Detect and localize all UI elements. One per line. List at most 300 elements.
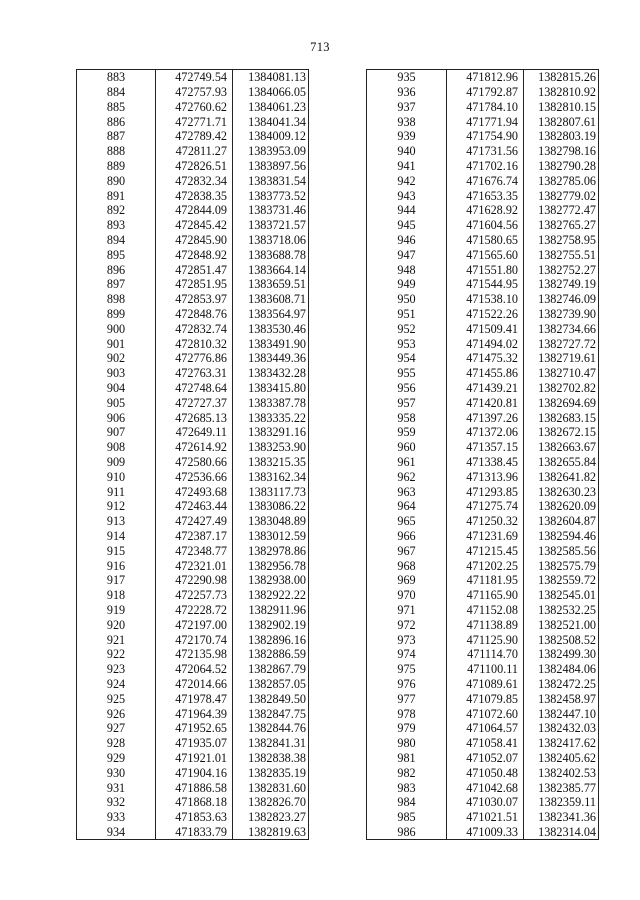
point-number-cell: 985: [367, 810, 447, 825]
point-number-cell: 890: [77, 174, 156, 189]
table-row: [77, 277, 309, 292]
y-coordinate-cell: 1383215.35: [233, 455, 309, 470]
y-coordinate-cell: 1382779.02: [524, 188, 599, 203]
x-coordinate-cell: 471935.07: [156, 736, 233, 751]
point-number-cell: 973: [367, 632, 447, 647]
y-coordinate-cell: 1382484.06: [524, 662, 599, 677]
y-coordinate-cell: 1382826.70: [233, 795, 309, 810]
table-row: [77, 632, 309, 647]
table-row: [367, 455, 599, 470]
table-row: [77, 262, 309, 277]
x-coordinate-cell: 471565.60: [447, 248, 524, 263]
y-coordinate-cell: 1382810.92: [524, 85, 599, 100]
x-coordinate-cell: 471089.61: [447, 677, 524, 692]
point-number-cell: 899: [77, 307, 156, 322]
y-coordinate-cell: 1382755.51: [524, 248, 599, 263]
y-coordinate-cell: 1382911.96: [233, 603, 309, 618]
y-coordinate-cell: 1383897.56: [233, 159, 309, 174]
x-coordinate-cell: 472845.42: [156, 218, 233, 233]
table-row: [77, 85, 309, 100]
table-row: [77, 825, 309, 840]
table-row: [77, 396, 309, 411]
y-coordinate-cell: 1382499.30: [524, 647, 599, 662]
table-row: [77, 159, 309, 174]
x-coordinate-cell: 472763.31: [156, 366, 233, 381]
table-row: [77, 381, 309, 396]
table-row: [367, 100, 599, 115]
table-row: [367, 662, 599, 677]
y-coordinate-cell: 1382857.05: [233, 677, 309, 692]
x-coordinate-cell: 472853.97: [156, 292, 233, 307]
point-number-cell: 967: [367, 544, 447, 559]
point-number-cell: 901: [77, 336, 156, 351]
y-coordinate-cell: 1383718.06: [233, 233, 309, 248]
x-coordinate-cell: 472845.90: [156, 233, 233, 248]
x-coordinate-cell: 471833.79: [156, 825, 233, 840]
page-number: 713: [310, 40, 330, 54]
y-coordinate-cell: 1382978.86: [233, 544, 309, 559]
y-coordinate-cell: 1382956.78: [233, 558, 309, 573]
y-coordinate-cell: 1382831.60: [233, 780, 309, 795]
table-row: [77, 544, 309, 559]
y-coordinate-cell: 1382896.16: [233, 632, 309, 647]
x-coordinate-cell: 471653.35: [447, 188, 524, 203]
point-number-cell: 910: [77, 470, 156, 485]
y-coordinate-cell: 1383387.78: [233, 396, 309, 411]
y-coordinate-cell: 1382823.27: [233, 810, 309, 825]
x-coordinate-cell: 472427.49: [156, 514, 233, 529]
point-number-cell: 917: [77, 573, 156, 588]
y-coordinate-cell: 1383086.22: [233, 499, 309, 514]
table-row: [77, 174, 309, 189]
y-coordinate-cell: 1383664.14: [233, 262, 309, 277]
y-coordinate-cell: 1382922.22: [233, 588, 309, 603]
y-coordinate-cell: 1383731.46: [233, 203, 309, 218]
table-row: [77, 292, 309, 307]
x-coordinate-cell: 472848.92: [156, 248, 233, 263]
point-number-cell: 961: [367, 455, 447, 470]
y-coordinate-cell: 1383688.78: [233, 248, 309, 263]
table-row: [367, 484, 599, 499]
table-row: [367, 70, 599, 85]
point-number-cell: 925: [77, 691, 156, 706]
point-number-cell: 963: [367, 484, 447, 499]
x-coordinate-cell: 471784.10: [447, 100, 524, 115]
y-coordinate-cell: 1383773.52: [233, 188, 309, 203]
table-row: [367, 336, 599, 351]
table-row: [367, 410, 599, 425]
y-coordinate-cell: 1382765.27: [524, 218, 599, 233]
table-row: [77, 706, 309, 721]
x-coordinate-cell: 472776.86: [156, 351, 233, 366]
table-row: [367, 617, 599, 632]
table-row: [77, 573, 309, 588]
y-coordinate-cell: 1382663.67: [524, 440, 599, 455]
x-coordinate-cell: 472832.34: [156, 174, 233, 189]
x-coordinate-cell: 471978.47: [156, 691, 233, 706]
point-number-cell: 938: [367, 114, 447, 129]
table-row: [367, 736, 599, 751]
y-coordinate-cell: 1382641.82: [524, 470, 599, 485]
x-coordinate-cell: 471494.02: [447, 336, 524, 351]
y-coordinate-cell: 1382402.53: [524, 765, 599, 780]
table-row: [367, 529, 599, 544]
table-row: [77, 810, 309, 825]
point-number-cell: 953: [367, 336, 447, 351]
point-number-cell: 966: [367, 529, 447, 544]
point-number-cell: 913: [77, 514, 156, 529]
table-row: [77, 751, 309, 766]
point-number-cell: 974: [367, 647, 447, 662]
table-row: [367, 558, 599, 573]
y-coordinate-cell: 1382385.77: [524, 780, 599, 795]
table-row: [77, 322, 309, 337]
x-coordinate-cell: 472848.76: [156, 307, 233, 322]
point-number-cell: 895: [77, 248, 156, 263]
point-number-cell: 902: [77, 351, 156, 366]
table-row: [77, 647, 309, 662]
x-coordinate-cell: 471275.74: [447, 499, 524, 514]
point-number-cell: 980: [367, 736, 447, 751]
table-row: [77, 470, 309, 485]
y-coordinate-cell: 1383721.57: [233, 218, 309, 233]
point-number-cell: 893: [77, 218, 156, 233]
point-number-cell: 958: [367, 410, 447, 425]
point-number-cell: 905: [77, 396, 156, 411]
point-number-cell: 950: [367, 292, 447, 307]
coordinates-table-left: [76, 69, 309, 840]
x-coordinate-cell: 471420.81: [447, 396, 524, 411]
x-coordinate-cell: 472197.00: [156, 617, 233, 632]
x-coordinate-cell: 471952.65: [156, 721, 233, 736]
x-coordinate-cell: 471509.41: [447, 322, 524, 337]
x-coordinate-cell: 472851.95: [156, 277, 233, 292]
x-coordinate-cell: 471676.74: [447, 174, 524, 189]
x-coordinate-cell: 472685.13: [156, 410, 233, 425]
point-number-cell: 983: [367, 780, 447, 795]
x-coordinate-cell: 472257.73: [156, 588, 233, 603]
y-coordinate-cell: 1382314.04: [524, 825, 599, 840]
table-row: [367, 573, 599, 588]
table-row: [367, 721, 599, 736]
x-coordinate-cell: 471853.63: [156, 810, 233, 825]
y-coordinate-cell: 1382559.72: [524, 573, 599, 588]
x-coordinate-cell: 472135.98: [156, 647, 233, 662]
y-coordinate-cell: 1383117.73: [233, 484, 309, 499]
y-coordinate-cell: 1382405.62: [524, 751, 599, 766]
y-coordinate-cell: 1382447.10: [524, 706, 599, 721]
point-number-cell: 933: [77, 810, 156, 825]
y-coordinate-cell: 1383291.16: [233, 425, 309, 440]
y-coordinate-cell: 1382838.38: [233, 751, 309, 766]
y-coordinate-cell: 1384066.05: [233, 85, 309, 100]
y-coordinate-cell: 1383564.97: [233, 307, 309, 322]
point-number-cell: 975: [367, 662, 447, 677]
x-coordinate-cell: 472789.42: [156, 129, 233, 144]
point-number-cell: 982: [367, 765, 447, 780]
x-coordinate-cell: 471250.32: [447, 514, 524, 529]
point-number-cell: 900: [77, 322, 156, 337]
table-row: [367, 425, 599, 440]
point-number-cell: 888: [77, 144, 156, 159]
table-row: [77, 233, 309, 248]
table-row: [367, 233, 599, 248]
x-coordinate-cell: 472493.68: [156, 484, 233, 499]
y-coordinate-cell: 1382772.47: [524, 203, 599, 218]
y-coordinate-cell: 1382785.06: [524, 174, 599, 189]
x-coordinate-cell: 471455.86: [447, 366, 524, 381]
table-row: [77, 558, 309, 573]
point-number-cell: 978: [367, 706, 447, 721]
y-coordinate-cell: 1382727.72: [524, 336, 599, 351]
table-row: [367, 514, 599, 529]
y-coordinate-cell: 1382798.16: [524, 144, 599, 159]
point-number-cell: 979: [367, 721, 447, 736]
x-coordinate-cell: 471293.85: [447, 484, 524, 499]
y-coordinate-cell: 1383659.51: [233, 277, 309, 292]
table-row: [77, 795, 309, 810]
point-number-cell: 971: [367, 603, 447, 618]
table-row: [77, 114, 309, 129]
table-row: [77, 70, 309, 85]
x-coordinate-cell: 471042.68: [447, 780, 524, 795]
table-row: [367, 277, 599, 292]
table-row: [367, 440, 599, 455]
point-number-cell: 891: [77, 188, 156, 203]
point-number-cell: 951: [367, 307, 447, 322]
table-row: [367, 322, 599, 337]
x-coordinate-cell: 471754.90: [447, 129, 524, 144]
x-coordinate-cell: 472749.54: [156, 70, 233, 85]
x-coordinate-cell: 472463.44: [156, 499, 233, 514]
y-coordinate-cell: 1383831.54: [233, 174, 309, 189]
y-coordinate-cell: 1383608.71: [233, 292, 309, 307]
table-row: [77, 603, 309, 618]
table-row: [77, 351, 309, 366]
point-number-cell: 940: [367, 144, 447, 159]
point-number-cell: 928: [77, 736, 156, 751]
x-coordinate-cell: 471904.16: [156, 765, 233, 780]
x-coordinate-cell: 472851.47: [156, 262, 233, 277]
point-number-cell: 914: [77, 529, 156, 544]
table-row: [367, 85, 599, 100]
y-coordinate-cell: 1382672.15: [524, 425, 599, 440]
point-number-cell: 915: [77, 544, 156, 559]
point-number-cell: 887: [77, 129, 156, 144]
x-coordinate-cell: 471114.70: [447, 647, 524, 662]
y-coordinate-cell: 1383253.90: [233, 440, 309, 455]
table-row: [367, 632, 599, 647]
y-coordinate-cell: 1382604.87: [524, 514, 599, 529]
x-coordinate-cell: 472748.64: [156, 381, 233, 396]
table-row: [367, 381, 599, 396]
y-coordinate-cell: 1382815.26: [524, 70, 599, 85]
table-row: [367, 588, 599, 603]
x-coordinate-cell: 472771.71: [156, 114, 233, 129]
table-row: [77, 484, 309, 499]
point-number-cell: 906: [77, 410, 156, 425]
y-coordinate-cell: 1382835.19: [233, 765, 309, 780]
x-coordinate-cell: 472387.17: [156, 529, 233, 544]
point-number-cell: 965: [367, 514, 447, 529]
y-coordinate-cell: 1382902.19: [233, 617, 309, 632]
point-number-cell: 908: [77, 440, 156, 455]
y-coordinate-cell: 1384061.23: [233, 100, 309, 115]
point-number-cell: 911: [77, 484, 156, 499]
x-coordinate-cell: 471522.26: [447, 307, 524, 322]
point-number-cell: 919: [77, 603, 156, 618]
coordinates-table-right: [366, 69, 599, 840]
point-number-cell: 977: [367, 691, 447, 706]
table-row: [367, 691, 599, 706]
x-coordinate-cell: 471202.25: [447, 558, 524, 573]
x-coordinate-cell: 471397.26: [447, 410, 524, 425]
y-coordinate-cell: 1382532.25: [524, 603, 599, 618]
x-coordinate-cell: 472649.11: [156, 425, 233, 440]
x-coordinate-cell: 471152.08: [447, 603, 524, 618]
table-row: [77, 366, 309, 381]
table-row: [77, 780, 309, 795]
x-coordinate-cell: 471868.18: [156, 795, 233, 810]
point-number-cell: 942: [367, 174, 447, 189]
x-coordinate-cell: 471165.90: [447, 588, 524, 603]
table-row: [367, 144, 599, 159]
table-row: [367, 544, 599, 559]
table-row: [367, 159, 599, 174]
x-coordinate-cell: 472811.27: [156, 144, 233, 159]
table-row: [367, 780, 599, 795]
y-coordinate-cell: 1383048.89: [233, 514, 309, 529]
y-coordinate-cell: 1382847.75: [233, 706, 309, 721]
point-number-cell: 954: [367, 351, 447, 366]
x-coordinate-cell: 471921.01: [156, 751, 233, 766]
table-row: [367, 366, 599, 381]
point-number-cell: 927: [77, 721, 156, 736]
table-row: [77, 588, 309, 603]
point-number-cell: 923: [77, 662, 156, 677]
y-coordinate-cell: 1382803.19: [524, 129, 599, 144]
x-coordinate-cell: 472536.66: [156, 470, 233, 485]
point-number-cell: 972: [367, 617, 447, 632]
point-number-cell: 912: [77, 499, 156, 514]
x-coordinate-cell: 471964.39: [156, 706, 233, 721]
y-coordinate-cell: 1382749.19: [524, 277, 599, 292]
point-number-cell: 883: [77, 70, 156, 85]
table-row: [77, 144, 309, 159]
x-coordinate-cell: 471215.45: [447, 544, 524, 559]
table-row: [367, 765, 599, 780]
point-number-cell: 886: [77, 114, 156, 129]
table-row: [77, 129, 309, 144]
table-row: [77, 662, 309, 677]
point-number-cell: 945: [367, 218, 447, 233]
point-number-cell: 926: [77, 706, 156, 721]
y-coordinate-cell: 1382867.79: [233, 662, 309, 677]
table-row: [367, 129, 599, 144]
x-coordinate-cell: 472838.35: [156, 188, 233, 203]
x-coordinate-cell: 471357.15: [447, 440, 524, 455]
point-number-cell: 916: [77, 558, 156, 573]
table-row: [77, 529, 309, 544]
point-number-cell: 976: [367, 677, 447, 692]
y-coordinate-cell: 1382938.00: [233, 573, 309, 588]
point-number-cell: 903: [77, 366, 156, 381]
point-number-cell: 970: [367, 588, 447, 603]
table-row: [367, 292, 599, 307]
y-coordinate-cell: 1382739.90: [524, 307, 599, 322]
point-number-cell: 956: [367, 381, 447, 396]
table-row: [367, 603, 599, 618]
y-coordinate-cell: 1383491.90: [233, 336, 309, 351]
y-coordinate-cell: 1383432.28: [233, 366, 309, 381]
x-coordinate-cell: 471050.48: [447, 765, 524, 780]
point-number-cell: 981: [367, 751, 447, 766]
point-number-cell: 941: [367, 159, 447, 174]
table-row: [367, 203, 599, 218]
y-coordinate-cell: 1382594.46: [524, 529, 599, 544]
point-number-cell: 918: [77, 588, 156, 603]
y-coordinate-cell: 1382734.66: [524, 322, 599, 337]
y-coordinate-cell: 1382508.52: [524, 632, 599, 647]
table-row: [367, 751, 599, 766]
x-coordinate-cell: 471372.06: [447, 425, 524, 440]
y-coordinate-cell: 1382719.61: [524, 351, 599, 366]
point-number-cell: 932: [77, 795, 156, 810]
table-row: [77, 440, 309, 455]
table-row: [77, 765, 309, 780]
table-row: [77, 499, 309, 514]
y-coordinate-cell: 1384009.12: [233, 129, 309, 144]
x-coordinate-cell: 471731.56: [447, 144, 524, 159]
table-row: [77, 203, 309, 218]
point-number-cell: 921: [77, 632, 156, 647]
y-coordinate-cell: 1383012.59: [233, 529, 309, 544]
y-coordinate-cell: 1383449.36: [233, 351, 309, 366]
x-coordinate-cell: 472832.74: [156, 322, 233, 337]
point-number-cell: 884: [77, 85, 156, 100]
point-number-cell: 984: [367, 795, 447, 810]
table-row: [367, 262, 599, 277]
point-number-cell: 898: [77, 292, 156, 307]
y-coordinate-cell: 1382807.61: [524, 114, 599, 129]
y-coordinate-cell: 1382545.01: [524, 588, 599, 603]
x-coordinate-cell: 471702.16: [447, 159, 524, 174]
x-coordinate-cell: 472228.72: [156, 603, 233, 618]
y-coordinate-cell: 1383415.80: [233, 381, 309, 396]
x-coordinate-cell: 471580.65: [447, 233, 524, 248]
table-row: [77, 336, 309, 351]
table-row: [77, 425, 309, 440]
x-coordinate-cell: 471231.69: [447, 529, 524, 544]
y-coordinate-cell: 1382819.63: [233, 825, 309, 840]
point-number-cell: 934: [77, 825, 156, 840]
point-number-cell: 889: [77, 159, 156, 174]
table-row: [367, 174, 599, 189]
x-coordinate-cell: 471030.07: [447, 795, 524, 810]
y-coordinate-cell: 1384041.34: [233, 114, 309, 129]
point-number-cell: 885: [77, 100, 156, 115]
table-row: [367, 218, 599, 233]
x-coordinate-cell: 471544.95: [447, 277, 524, 292]
x-coordinate-cell: 471021.51: [447, 810, 524, 825]
point-number-cell: 896: [77, 262, 156, 277]
x-coordinate-cell: 472760.62: [156, 100, 233, 115]
point-number-cell: 920: [77, 617, 156, 632]
table-row: [367, 825, 599, 840]
point-number-cell: 948: [367, 262, 447, 277]
y-coordinate-cell: 1382694.69: [524, 396, 599, 411]
y-coordinate-cell: 1384081.13: [233, 70, 309, 85]
